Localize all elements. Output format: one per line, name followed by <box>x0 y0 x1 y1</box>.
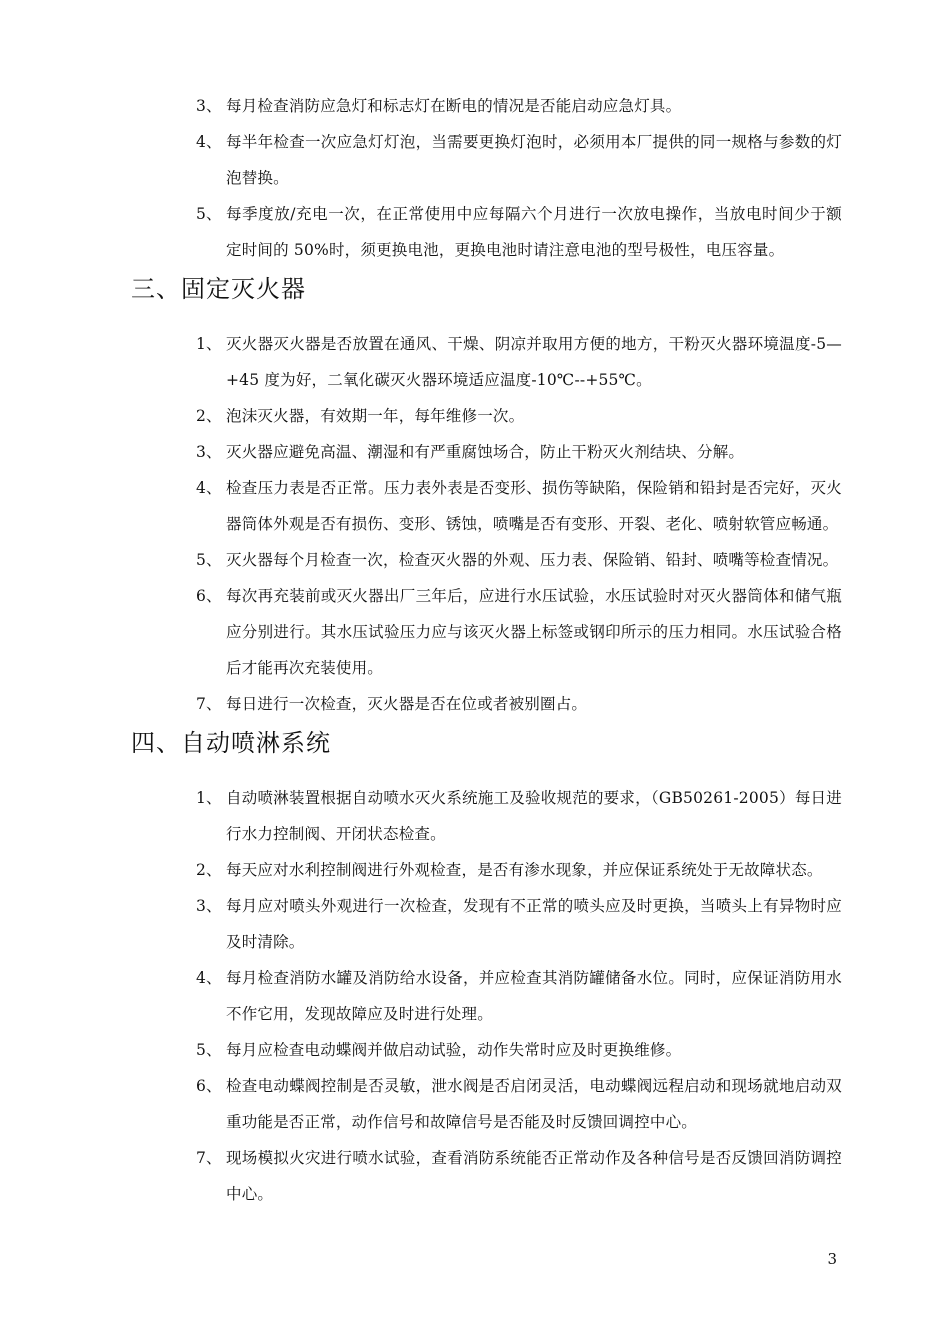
list-item <box>196 888 842 960</box>
item-number: 3、 <box>196 897 222 915</box>
item-text: 灭火器应避免高温、潮湿和有严重腐蚀场合，防止干粉灭火剂结块、分解。 <box>226 443 745 461</box>
item-number: 7、 <box>196 1149 222 1167</box>
list-item <box>196 960 842 1032</box>
list-item <box>196 780 842 852</box>
item-text: 每日进行一次检查，灭火器是否在位或者被别圈占。 <box>226 695 588 713</box>
item-number: 7、 <box>196 695 222 713</box>
item-text: 每半年检查一次应急灯灯泡，当需要更换灯泡时，必须用本厂提供的同一规格与参数的灯泡替换。 <box>226 133 842 187</box>
list-item <box>196 434 842 470</box>
list-item <box>196 852 842 888</box>
item-text: 灭火器灭火器是否放置在通风、干燥、阴凉并取用方便的地方，干粉灭火器环境温度-5—+45 度为好，二氧化碳灭火器环境适应温度-10℃--+55℃。 <box>226 335 842 389</box>
list-item <box>196 88 842 124</box>
item-text: 每月检查消防应急灯和标志灯在断电的情况是否能启动应急灯具。 <box>226 97 682 115</box>
section-heading-fixed-extinguishers: 三、固定灭火器 <box>131 275 306 303</box>
item-text: 每天应对水利控制阀进行外观检查，是否有渗水现象，并应保证系统处于无故障状态。 <box>226 861 823 879</box>
item-number: 4、 <box>196 479 222 497</box>
item-number: 3、 <box>196 443 222 461</box>
item-number: 2、 <box>196 861 222 879</box>
item-number: 1、 <box>196 335 222 353</box>
item-number: 5、 <box>196 1041 222 1059</box>
item-text: 现场模拟火灾进行喷水试验，查看消防系统能否正常动作及各种信号是否反馈回消防调控中心。 <box>226 1149 842 1203</box>
item-number: 6、 <box>196 587 222 605</box>
item-text: 泡沫灭火器，有效期一年，每年维修一次。 <box>226 407 525 425</box>
list-item <box>196 326 842 398</box>
item-number: 5、 <box>196 551 222 569</box>
list-item <box>196 1068 842 1140</box>
item-number: 1、 <box>196 789 222 807</box>
list-item <box>196 1032 842 1068</box>
item-number: 4、 <box>196 969 222 987</box>
list-item <box>196 196 842 268</box>
item-text: 每月应对喷头外观进行一次检查，发现有不正常的喷头应及时更换，当喷头上有异物时应及时清除。 <box>226 897 842 951</box>
list-item <box>196 470 842 542</box>
item-text: 每月应检查电动蝶阀并做启动试验，动作失常时应及时更换维修。 <box>226 1041 682 1059</box>
item-text: 检查电动蝶阀控制是否灵敏，泄水阀是否启闭灵活，电动蝶阀远程启动和现场就地启动双重功能是否正常，动作信号和故障信号是否能及时反馈回调控中心。 <box>226 1077 842 1131</box>
list-item <box>196 398 842 434</box>
item-text: 自动喷淋装置根据自动喷水灭火系统施工及验收规范的要求，（GB50261-2005）每日进行水力控制阀、开闭状态检查。 <box>226 789 842 843</box>
item-number: 6、 <box>196 1077 222 1095</box>
item-number: 4、 <box>196 133 222 151</box>
list-item <box>196 124 842 196</box>
item-text: 每月检查消防水罐及消防给水设备，并应检查其消防罐储备水位。同时，应保证消防用水不作它用，发现故障应及时进行处理。 <box>226 969 842 1023</box>
list-item <box>196 578 842 686</box>
list-item <box>196 686 842 722</box>
item-number: 2、 <box>196 407 222 425</box>
item-number: 5、 <box>196 205 222 223</box>
section-heading-sprinkler-system: 四、自动喷淋系统 <box>131 729 331 757</box>
item-text: 检查压力表是否正常。压力表外表是否变形、损伤等缺陷，保险销和铅封是否完好，灭火器筒体外观是否有损伤、变形、锈蚀，喷嘴是否有变形、开裂、老化、喷射软管应畅通。 <box>226 479 842 533</box>
list-item <box>196 1140 842 1212</box>
list-item <box>196 542 842 578</box>
page-number: 3 <box>827 1250 837 1268</box>
page-content <box>131 88 842 1212</box>
item-text: 灭火器每个月检查一次，检查灭火器的外观、压力表、保险销、铅封、喷嘴等检查情况。 <box>226 551 839 569</box>
item-text: 每次再充装前或灭火器出厂三年后，应进行水压试验，水压试验时对灭火器筒体和储气瓶应分别进行。其水压试验压力应与该灭火器上标签或钢印所示的压力相同。水压试验合格后才能再次充装使用。 <box>226 587 842 677</box>
item-text: 每季度放/充电一次，在正常使用中应每隔六个月进行一次放电操作，当放电时间少于额定时间的 50%时，须更换电池，更换电池时请注意电池的型号极性，电压容量。 <box>226 205 842 259</box>
item-number: 3、 <box>196 97 222 115</box>
